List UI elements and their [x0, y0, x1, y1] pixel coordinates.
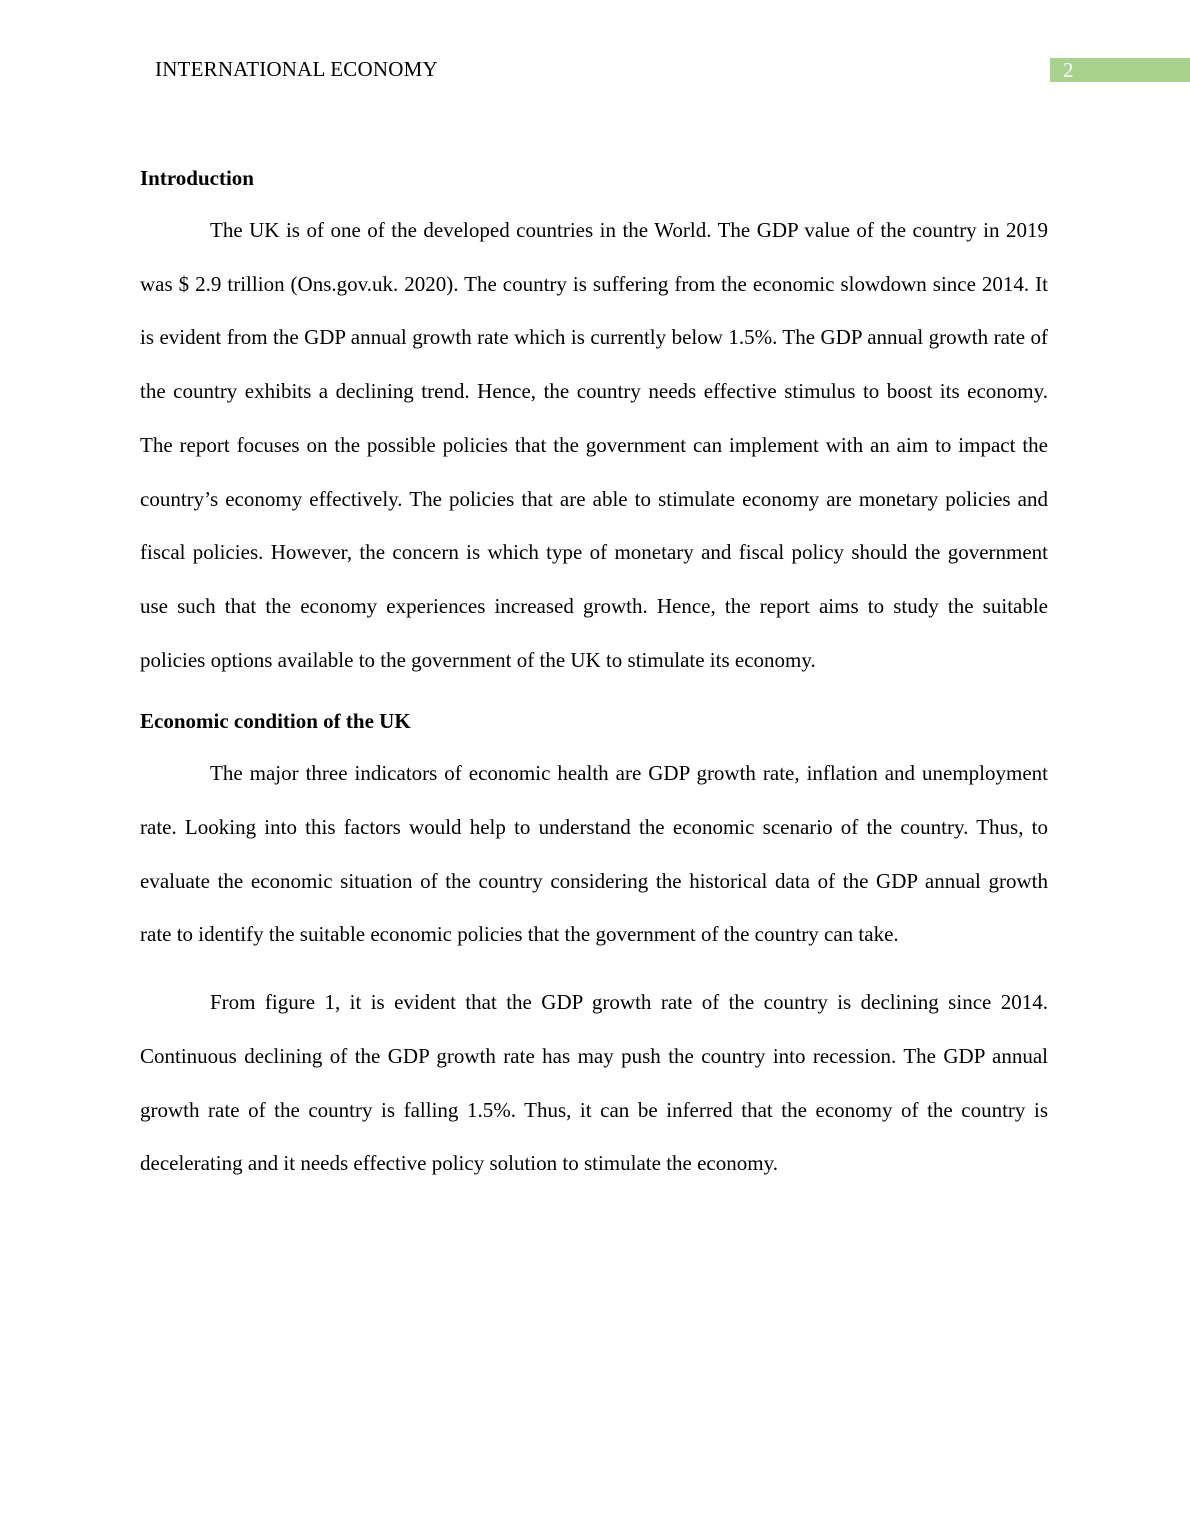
- running-header-title: INTERNATIONAL ECONOMY: [155, 57, 438, 81]
- page-number-badge: [1050, 58, 1190, 82]
- economic-condition-paragraph-2: From figure 1, it is evident that the GDP growth rate of the country is declining since 2014. Continuous declining of the GDP growth rate has may push the country into recession. The GDP annual growth rate of the country is falling 1.5%. Thus, it can be inferred that the economy of the country is decelerating and it needs effective policy solution to stimulate the economy.: [140, 990, 1048, 1176]
- page-number: 2: [1063, 58, 1074, 82]
- section-heading-economic-condition: Economic condition of the UK: [140, 709, 411, 734]
- economic-condition-paragraph-1: The major three indicators of economic health are GDP growth rate, inflation and unemployment rate. Looking into this factors would help to understand the economic scenario of the country. Thus, to evaluate the economic situation of the country considering the historical data of the GDP annual growth rate to identify the suitable economic policies that the government of the country can take.: [140, 761, 1048, 947]
- section-heading-introduction: Introduction: [140, 166, 254, 190]
- document-body: [140, 160, 1048, 1191]
- introduction-paragraph: The UK is of one of the developed countries in the World. The GDP value of the country in 2019 was $ 2.9 trillion (Ons.gov.uk. 2020). The country is suffering from the economic slowdown since 2014. It is evident from the GDP annual growth rate which is currently below 1.5%. The GDP annual growth rate of the country exhibits a declining trend. Hence, the country needs effective stimulus to boost its economy. The report focuses on the possible policies that the government can implement with an aim to impact the country’s economy effectively. The policies that are able to stimulate economy are monetary policies and fiscal policies. However, the concern is which type of monetary and fiscal policy should the government use such that the economy experiences increased growth. Hence, the report aims to study the suitable policies options available to the government of the UK to stimulate its economy.: [140, 218, 1048, 672]
